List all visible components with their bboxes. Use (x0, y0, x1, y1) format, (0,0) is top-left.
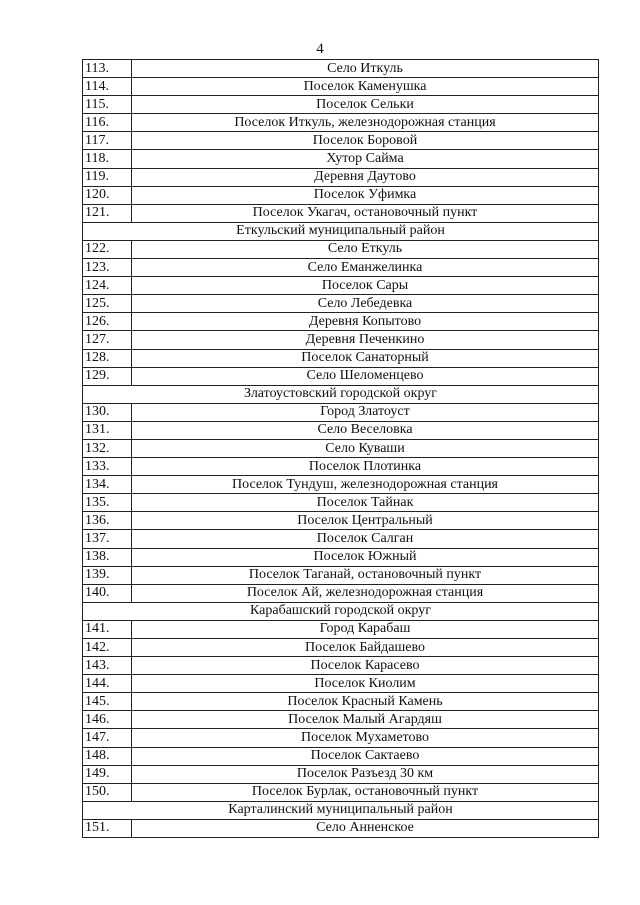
settlement-name: Поселок Тайнак (132, 494, 599, 512)
settlements-table (82, 59, 599, 838)
row-number: 119. (83, 168, 132, 186)
row-number: 134. (83, 476, 132, 494)
table-row (83, 60, 599, 78)
row-number: 129. (83, 367, 132, 385)
table-row (83, 819, 599, 837)
row-number: 135. (83, 494, 132, 512)
table-row (83, 168, 599, 186)
row-number: 113. (83, 60, 132, 78)
settlement-name: Село Шеломенцево (132, 367, 599, 385)
section-title: Карабашский городской округ (83, 602, 599, 620)
table-row (83, 458, 599, 476)
row-number: 146. (83, 711, 132, 729)
settlement-name: Поселок Киолим (132, 675, 599, 693)
row-number: 151. (83, 819, 132, 837)
table-row (83, 96, 599, 114)
row-number: 139. (83, 566, 132, 584)
table-row (83, 584, 599, 602)
section-title: Карталинский муниципальный район (83, 801, 599, 819)
table-row (83, 566, 599, 584)
row-number: 118. (83, 150, 132, 168)
settlement-name: Поселок Таганай, остановочный пункт (132, 566, 599, 584)
row-number: 131. (83, 421, 132, 439)
settlement-name: Поселок Тундуш, железнодорожная станция (132, 476, 599, 494)
table-row (83, 114, 599, 132)
row-number: 124. (83, 277, 132, 295)
settlement-name: Село Анненское (132, 819, 599, 837)
section-header-row (83, 801, 599, 819)
settlement-name: Село Куваши (132, 439, 599, 457)
settlement-name: Деревня Копытово (132, 313, 599, 331)
table-row (83, 620, 599, 638)
row-number: 142. (83, 639, 132, 657)
settlement-name: Поселок Южный (132, 548, 599, 566)
settlement-name: Поселок Уфимка (132, 186, 599, 204)
table-row (83, 259, 599, 277)
table-row (83, 240, 599, 258)
row-number: 143. (83, 657, 132, 675)
table-row (83, 711, 599, 729)
row-number: 138. (83, 548, 132, 566)
table-row (83, 747, 599, 765)
section-header-row (83, 222, 599, 240)
row-number: 121. (83, 204, 132, 222)
table-row (83, 150, 599, 168)
settlement-name: Поселок Плотинка (132, 458, 599, 476)
row-number: 150. (83, 783, 132, 801)
row-number: 147. (83, 729, 132, 747)
row-number: 141. (83, 620, 132, 638)
table-row (83, 765, 599, 783)
settlement-name: Село Лебедевка (132, 295, 599, 313)
settlement-name: Поселок Иткуль, железнодорожная станция (132, 114, 599, 132)
row-number: 132. (83, 439, 132, 457)
table-row (83, 295, 599, 313)
settlement-name: Поселок Санаторный (132, 349, 599, 367)
table-row (83, 331, 599, 349)
row-number: 127. (83, 331, 132, 349)
settlement-name: Село Еткуль (132, 240, 599, 258)
section-title: Златоустовский городской округ (83, 385, 599, 403)
settlement-name: Деревня Печенкино (132, 331, 599, 349)
table-row (83, 639, 599, 657)
settlement-name: Город Златоуст (132, 403, 599, 421)
settlement-name: Поселок Малый Агардяш (132, 711, 599, 729)
settlement-name: Поселок Карасево (132, 657, 599, 675)
settlement-name: Город Карабаш (132, 620, 599, 638)
table-row (83, 349, 599, 367)
settlement-name: Хутор Сайма (132, 150, 599, 168)
settlement-name: Поселок Сары (132, 277, 599, 295)
table-row (83, 783, 599, 801)
table-row (83, 530, 599, 548)
section-title: Еткульский муниципальный район (83, 222, 599, 240)
table-row (83, 367, 599, 385)
table-row (83, 439, 599, 457)
table-row (83, 476, 599, 494)
settlements-table-body (83, 60, 599, 838)
row-number: 122. (83, 240, 132, 258)
settlement-name: Поселок Каменушка (132, 78, 599, 96)
row-number: 140. (83, 584, 132, 602)
table-row (83, 186, 599, 204)
row-number: 133. (83, 458, 132, 476)
settlement-name: Поселок Сактаево (132, 747, 599, 765)
settlement-name: Деревня Даутово (132, 168, 599, 186)
row-number: 126. (83, 313, 132, 331)
row-number: 149. (83, 765, 132, 783)
row-number: 120. (83, 186, 132, 204)
row-number: 145. (83, 693, 132, 711)
row-number: 116. (83, 114, 132, 132)
table-row (83, 277, 599, 295)
table-row (83, 675, 599, 693)
section-header-row (83, 385, 599, 403)
row-number: 148. (83, 747, 132, 765)
table-row (83, 132, 599, 150)
settlement-name: Поселок Мухаметово (132, 729, 599, 747)
row-number: 130. (83, 403, 132, 421)
row-number: 137. (83, 530, 132, 548)
row-number: 123. (83, 259, 132, 277)
settlement-name: Поселок Центральный (132, 512, 599, 530)
table-row (83, 421, 599, 439)
row-number: 117. (83, 132, 132, 150)
settlement-name: Село Еманжелинка (132, 259, 599, 277)
table-row (83, 693, 599, 711)
settlement-name: Село Иткуль (132, 60, 599, 78)
table-row (83, 204, 599, 222)
table-row (83, 403, 599, 421)
settlement-name: Поселок Сельки (132, 96, 599, 114)
settlement-name: Поселок Разъезд 30 км (132, 765, 599, 783)
table-row (83, 729, 599, 747)
settlement-name: Поселок Красный Камень (132, 693, 599, 711)
table-row (83, 78, 599, 96)
settlement-name: Поселок Байдашево (132, 639, 599, 657)
table-row (83, 548, 599, 566)
row-number: 136. (83, 512, 132, 530)
settlement-name: Поселок Боровой (132, 132, 599, 150)
table-row (83, 313, 599, 331)
row-number: 114. (83, 78, 132, 96)
table-row (83, 494, 599, 512)
row-number: 128. (83, 349, 132, 367)
settlement-name: Поселок Салган (132, 530, 599, 548)
table-row (83, 512, 599, 530)
row-number: 115. (83, 96, 132, 114)
settlement-name: Село Веселовка (132, 421, 599, 439)
page-number: 4 (316, 41, 324, 57)
section-header-row (83, 602, 599, 620)
row-number: 125. (83, 295, 132, 313)
settlement-name: Поселок Ай, железнодорожная станция (132, 584, 599, 602)
settlement-name: Поселок Бурлак, остановочный пункт (132, 783, 599, 801)
table-row (83, 657, 599, 675)
row-number: 144. (83, 675, 132, 693)
settlement-name: Поселок Укагач, остановочный пункт (132, 204, 599, 222)
